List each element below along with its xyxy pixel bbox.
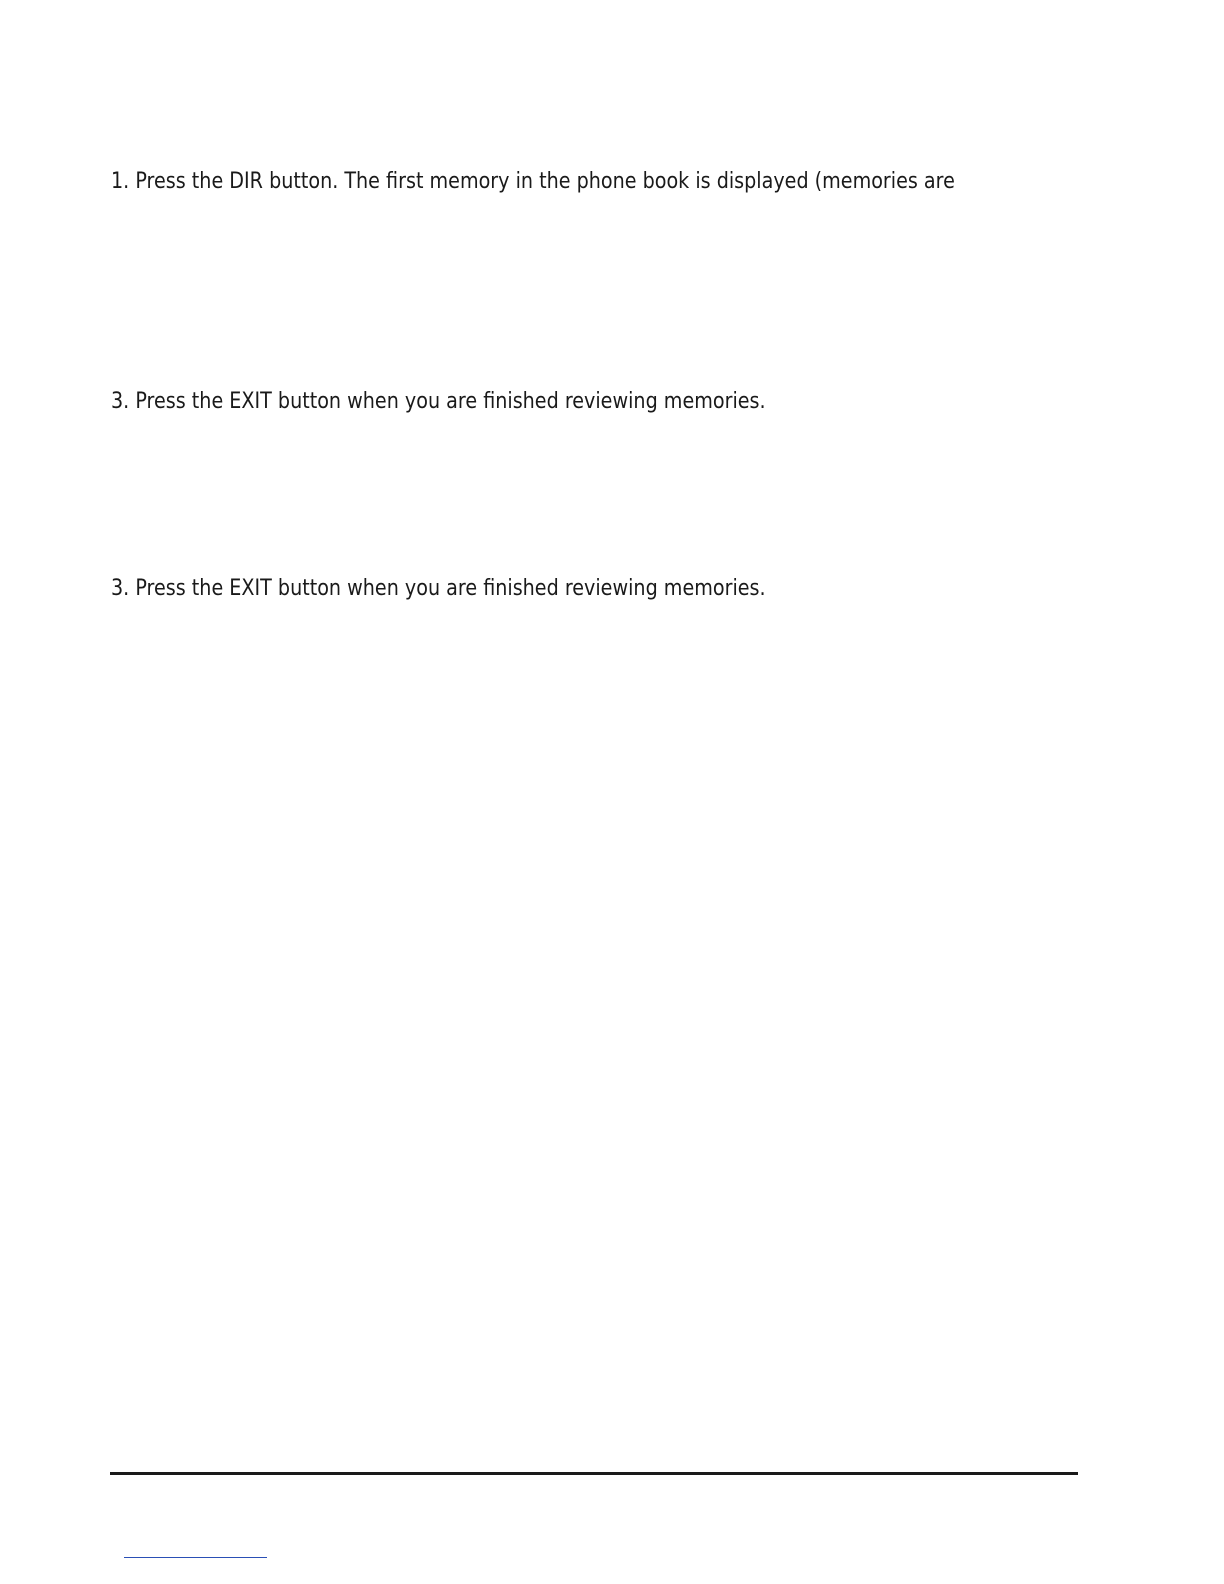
footer-divider [110, 1472, 1078, 1475]
footer-link-underline [124, 1557, 267, 1558]
instruction-step-3: 3. Press the EXIT button when you are finished reviewing memories. [111, 389, 766, 414]
instruction-step-1: 1. Press the DIR button. The first memory in the phone book is displayed (memories are [111, 169, 955, 194]
instruction-step-3-repeat: 3. Press the EXIT button when you are finished reviewing memories. [111, 576, 766, 601]
